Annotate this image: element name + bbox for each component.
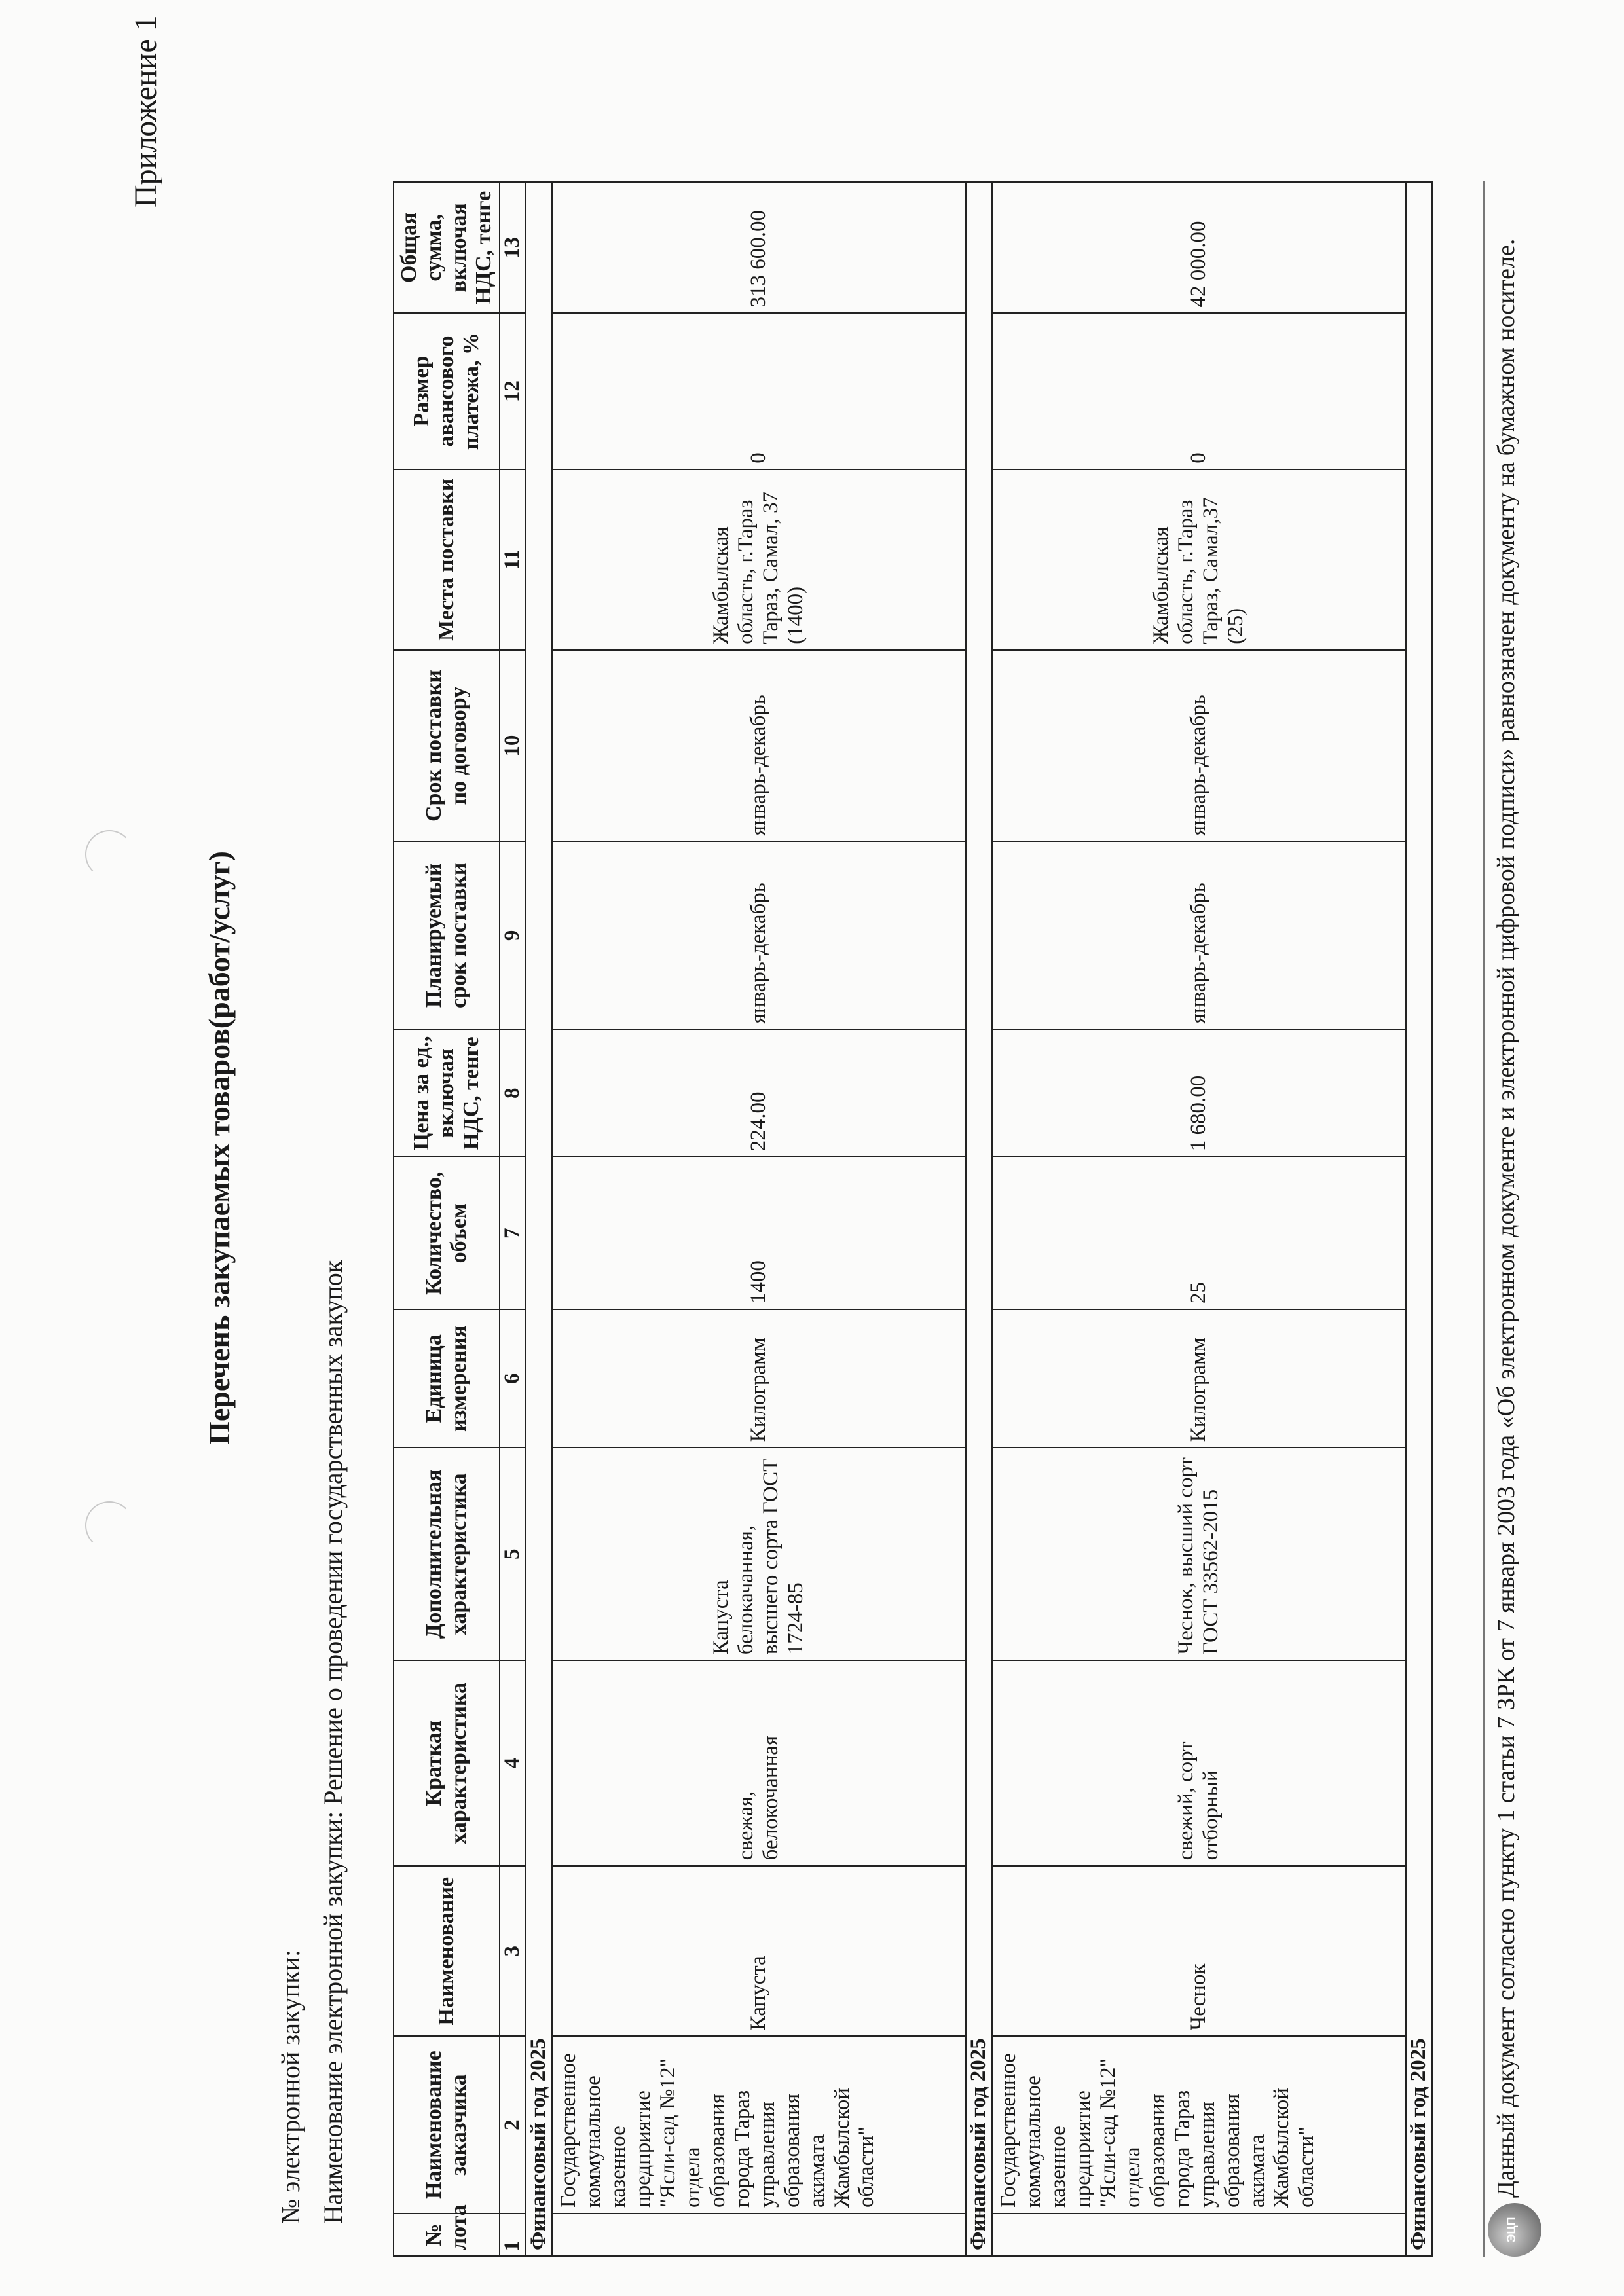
item-contract-term: январь-декабрь (552, 650, 966, 841)
header-contract-term: Срок поставки по договору (394, 650, 500, 841)
item-unit-price: 224.00 (552, 1029, 966, 1157)
header-customer: Наименование заказчика (394, 2036, 500, 2214)
header-unit-price: Цена за ед., включая НДС, тенге (394, 1029, 500, 1157)
lot-number (992, 2214, 1406, 2256)
item-quantity: 25 (992, 1157, 1406, 1309)
item-advance: 0 (552, 313, 966, 469)
item-delivery-place: Жамбылская область, г.Тараз Тараз, Самал,37 (25) (992, 469, 1406, 650)
column-number: 6 (500, 1309, 526, 1448)
item-extra-desc: Капуста белокачанная, высшего сорта ГОСТ 1724-85 (552, 1448, 966, 1660)
item-planned-term: январь-декабрь (552, 841, 966, 1029)
column-number: 5 (500, 1448, 526, 1660)
item-quantity: 1400 (552, 1157, 966, 1309)
item-planned-term: январь-декабрь (992, 841, 1406, 1029)
column-number-row (500, 182, 526, 2256)
seal-label: ЭЦП (1505, 2217, 1518, 2243)
fiscal-year-row (966, 182, 992, 2256)
procurement-table (393, 181, 1433, 2257)
customer-name: Государственное коммунальное казенное предприятие "Ясли-сад №12" отдела образования города Тараз управления образования акимата Жамбылской области" (992, 2036, 1406, 2214)
footer-divider (1483, 181, 1485, 2257)
customer-name: Государственное коммунальное казенное предприятие "Ясли-сад №12" отдела образования города Тараз управления образования акимата Жамбылской области" (552, 2036, 966, 2214)
item-delivery-place: Жамбылская область, г.Тараз Тараз, Самал, 37 (1400) (552, 469, 966, 650)
column-number: 12 (500, 313, 526, 469)
header-planned-term: Планируемый срок поставки (394, 841, 500, 1029)
column-number: 2 (500, 2036, 526, 2214)
header-delivery-place: Места поставки (394, 469, 500, 650)
item-unit: Килограмм (552, 1309, 966, 1448)
header-total: Общая сумма, включая НДС, тенге (394, 182, 500, 313)
legal-footer-note: Данный документ согласно пункту 1 статьи 7 ЗРК от 7 января 2003 года «Об электронном документе и электронной цифровой подписи» равнозначен документу на бумажном носителе. (1492, 238, 1520, 2198)
punch-hole-mark (85, 1501, 134, 1550)
column-number: 8 (500, 1029, 526, 1157)
lot-number (552, 2214, 966, 2256)
item-name: Капуста (552, 1866, 966, 2036)
header-advance: Размер авансового платежа, % (394, 313, 500, 469)
item-contract-term: январь-декабрь (992, 650, 1406, 841)
column-number: 1 (500, 2214, 526, 2256)
item-total: 313 600.00 (552, 182, 966, 313)
table-row (992, 182, 1406, 2256)
procurement-number: № электронной закупки: (276, 1949, 305, 2224)
item-name: Чеснок (992, 1866, 1406, 2036)
digital-signature-seal-icon (1488, 2203, 1541, 2257)
appendix-label: Приложение 1 (128, 15, 163, 208)
column-number: 10 (500, 650, 526, 841)
column-number: 9 (500, 841, 526, 1029)
header-row (394, 182, 500, 2256)
header-short-desc: Краткая характеристика (394, 1660, 500, 1866)
item-total: 42 000.00 (992, 182, 1406, 313)
header-quantity: Количество, объем (394, 1157, 500, 1309)
column-number: 7 (500, 1157, 526, 1309)
column-number: 13 (500, 182, 526, 313)
fiscal-year-label: Финансовый год 2025 (966, 182, 992, 2256)
fiscal-year-row (526, 182, 552, 2256)
fiscal-year-label: Финансовый год 2025 (1406, 182, 1432, 2256)
item-extra-desc: Чеснок, высший сорт ГОСТ 33562-2015 (992, 1448, 1406, 1660)
item-advance: 0 (992, 313, 1406, 469)
procurement-name: Наименование электронной закупки: Решение о проведении государственных закупок (318, 1260, 348, 2224)
column-number: 4 (500, 1660, 526, 1866)
header-name: Наименование (394, 1866, 500, 2036)
document-title: Перечень закупаемых товаров(работ/услуг) (202, 851, 236, 1445)
column-number: 3 (500, 1866, 526, 2036)
punch-hole-mark (85, 830, 134, 879)
header-extra-desc: Дополнительная характеристика (394, 1448, 500, 1660)
item-unit: Килограмм (992, 1309, 1406, 1448)
column-number: 11 (500, 469, 526, 650)
item-short-desc: свежий, сорт отборный (992, 1660, 1406, 1866)
item-short-desc: свежая, белокочанная (552, 1660, 966, 1866)
item-unit-price: 1 680.00 (992, 1029, 1406, 1157)
fiscal-year-label: Финансовый год 2025 (526, 182, 552, 2256)
header-lot-no: № лота (394, 2214, 500, 2256)
header-unit: Единица измерения (394, 1309, 500, 1448)
table-row (552, 182, 966, 2256)
fiscal-year-row (1406, 182, 1432, 2256)
